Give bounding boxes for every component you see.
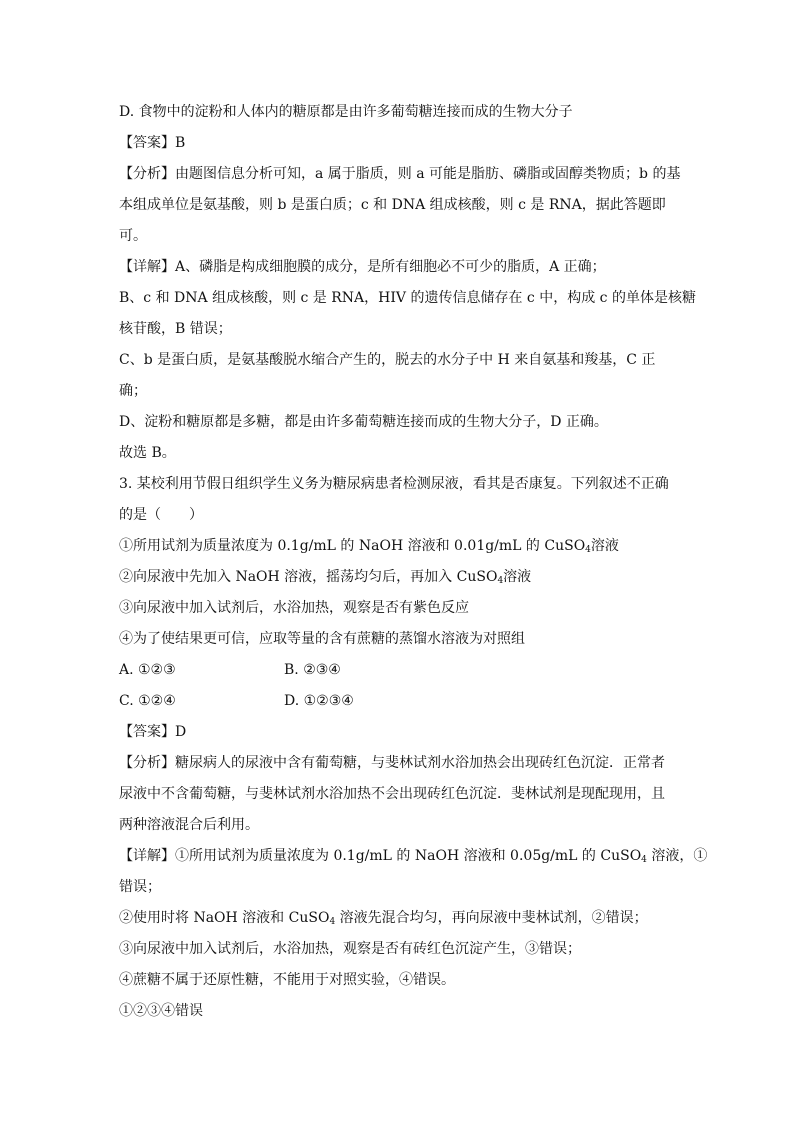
option-c: C. ①②④ xyxy=(119,693,176,709)
question-3-stem: 的是（ ） xyxy=(119,507,203,523)
document-body xyxy=(119,97,708,1027)
option-d: D. ①②③④ xyxy=(284,693,354,709)
statement-2: ②向尿液中先加入 NaOH 溶液，摇荡均匀后，再加入 CuSO$_4$溶液 xyxy=(119,569,532,586)
detail-line: ②使用时将 NaOH 溶液和 CuSO$_4$ 溶液先混合均匀，再向尿液中斐林试剂，②错误； xyxy=(119,910,648,927)
option-b: B. ②③④ xyxy=(284,662,341,678)
analysis-line: 【分析】由题图信息分析可知，a 属于脂质，则 a 可能是脂肪、磷脂或固醇类物质；b 的基 xyxy=(119,166,681,182)
answer-label-q3: 【答案】D xyxy=(119,724,187,740)
detail-line: 【详解】A、磷脂是构成细胞膜的成分，是所有细胞必不可少的脂质，A 正确； xyxy=(119,259,606,275)
answer-label-q2: 【答案】B xyxy=(119,135,186,151)
detail-line: ④蔗糖不属于还原性糖，不能用于对照实验，④错误。 xyxy=(119,972,455,988)
conclusion-line: 故选 B。 xyxy=(119,445,176,461)
analysis-line: 本组成单位是氨基酸，则 b 是蛋白质；c 和 DNA 组成核酸，则 c 是 RNA，据此答题即 xyxy=(119,197,666,213)
detail-line: D、淀粉和糖原都是多糖，都是由许多葡萄糖连接而成的生物大分子，D 正确。 xyxy=(119,414,608,430)
question-3-stem: 3. 某校利用节假日组织学生义务为糖尿病患者检测尿液，看其是否康复。下列叙述不正确 xyxy=(119,476,669,492)
detail-line: B、c 和 DNA 组成核酸，则 c 是 RNA，HIV 的遗传信息储存在 c 中，构成 c 的单体是核糖 xyxy=(119,290,696,306)
statement-4: ④为了使结果更可信，应取等量的含有蔗糖的蒸馏水溶液为对照组 xyxy=(119,631,525,647)
detail-line: 【详解】①所用试剂为质量浓度为 0.1g/mL 的 NaOH 溶液和 0.05g/mL 的 CuSO$_4$ 溶液，① xyxy=(119,848,708,865)
detail-line: ①②③④错误 xyxy=(119,1003,203,1019)
detail-line: 核苷酸，B 错误； xyxy=(119,321,232,337)
options-row-2 xyxy=(119,686,679,717)
analysis-line: 可。 xyxy=(119,228,147,244)
detail-line: 错误； xyxy=(119,879,161,895)
analysis-line: 两种溶液混合后利用。 xyxy=(119,817,259,833)
option-d-previous: D. 食物中的淀粉和人体内的糖原都是由许多葡萄糖连接而成的生物大分子 xyxy=(119,104,573,120)
options-row-1 xyxy=(119,655,679,686)
statement-3: ③向尿液中加入试剂后，水浴加热，观察是否有紫色反应 xyxy=(119,600,469,616)
option-a: A. ①②③ xyxy=(119,662,176,678)
analysis-line: 【分析】糖尿病人的尿液中含有葡萄糖，与斐林试剂水浴加热会出现砖红色沉淀．正常者 xyxy=(119,755,665,771)
analysis-line: 尿液中不含葡萄糖，与斐林试剂水浴加热不会出现砖红色沉淀．斐林试剂是现配现用，且 xyxy=(119,786,665,802)
detail-line: 确； xyxy=(119,383,147,399)
detail-line: ③向尿液中加入试剂后，水浴加热，观察是否有砖红色沉淀产生，③错误； xyxy=(119,941,581,957)
statement-1: ①所用试剂为质量浓度为 0.1g/mL 的 NaOH 溶液和 0.01g/mL 的 CuSO$_4$溶液 xyxy=(119,538,619,555)
detail-line: C、b 是蛋白质，是氨基酸脱水缩合产生的，脱去的水分子中 H 来自氨基和羧基，C 正 xyxy=(119,352,656,368)
